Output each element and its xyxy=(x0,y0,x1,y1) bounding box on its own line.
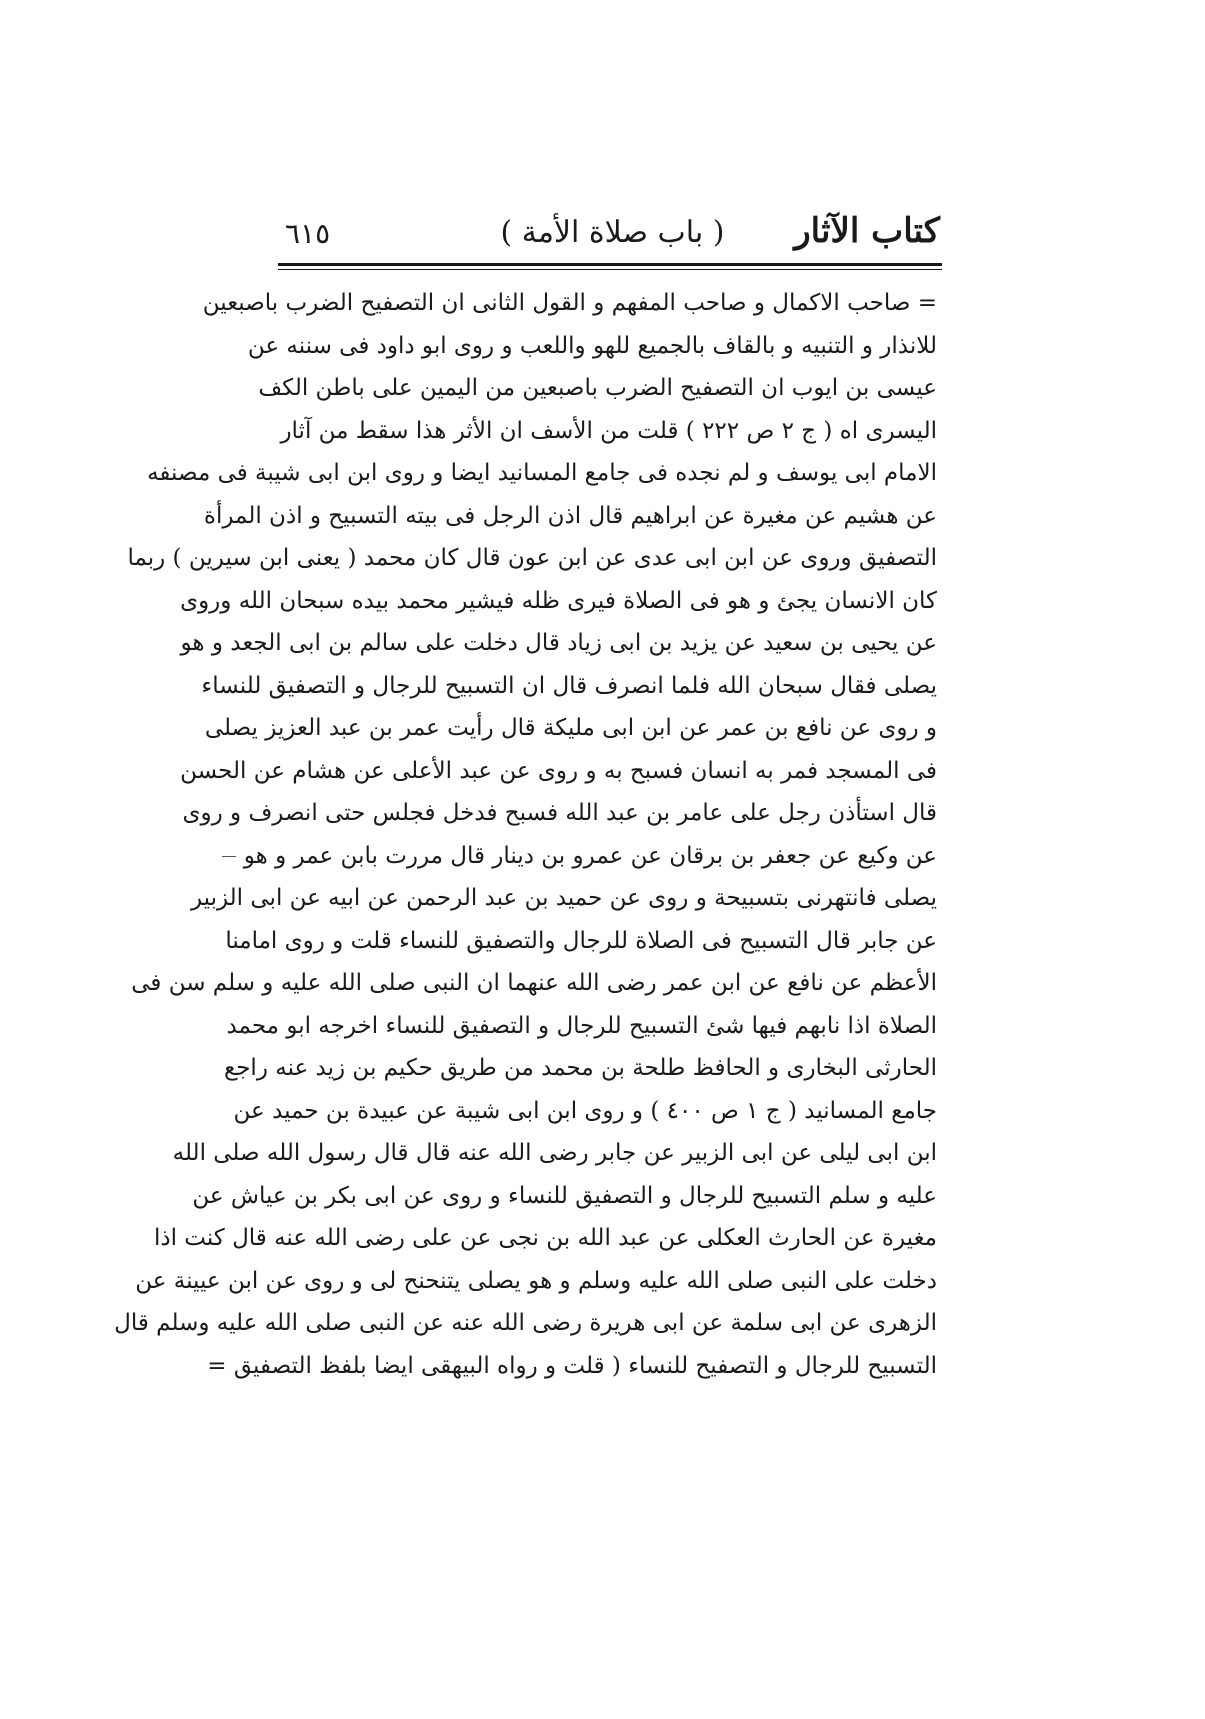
text-line: = صاحب الاكمال و صاحب المفهم و القول الثانى ان التصفيح الضرب باصبعين xyxy=(202,290,937,316)
text-line: ابن ابى ليلى عن ابى الزبير عن جابر رضى الله عنه قال قال رسول الله صلى الله xyxy=(172,1140,937,1166)
text-line: مغيرة عن الحارث العكلى عن عبد الله بن نجى عن على رضى الله عنه قال كنت اذا xyxy=(153,1225,937,1251)
text-line: عن يحيى بن سعيد عن يزيد بن ابى زياد قال دخلت على سالم بن ابى الجعد و هو xyxy=(180,630,937,656)
text-line: عيسى بن ايوب ان التصفيح الضرب باصبعين من اليمين على باطن الكف xyxy=(258,375,937,401)
text-line: دخلت على النبى صلى الله عليه وسلم و هو يصلى يتنحنح لى و روى عن ابن عيينة عن xyxy=(135,1267,937,1294)
text-line: الصلاة اذا نابهم فيها شئ التسبيح للرجال و التصفيق للنساء اخرجه ابو محمد xyxy=(226,1012,937,1039)
text-line: قال استأذن رجل على عامر بن عبد الله فسبح فدخل فجلس حتى انصرف و روى xyxy=(182,800,937,826)
text-line: الزهرى عن ابى سلمة عن ابى هريرة رضى الله عنه عن النبى صلى الله عليه وسلم قال xyxy=(114,1310,937,1336)
page-number: ٦١٥ xyxy=(285,217,331,250)
text-line: للانذار و التنبيه و بالقاف بالجميع للهو واللعب و روى ابو داود فى سننه عن xyxy=(247,332,937,359)
text-line: يصلى فقال سبحان الله فلما انصرف قال ان التسبيح للرجال و التصفيق للنساء xyxy=(201,672,937,699)
text-line: التصفيق وروى عن ابن ابى عدى عن ابن عون قال كان محمد ( يعنى ابن سيرين ) ربما xyxy=(127,545,937,571)
text-line: و روى عن نافع بن عمر عن ابن ابى مليكة قال رأيت عمر بن عبد العزيز يصلى xyxy=(204,715,937,741)
text-line: عن هشيم عن مغيرة عن ابراهيم قال اذن الرجل فى بيته التسبيح و اذن المرأة xyxy=(203,502,937,529)
text-line: عن جابر قال التسبيح فى الصلاة للرجال والتصفيق للنساء قلت و روى امامنا xyxy=(225,927,937,954)
text-line: الحارثى البخارى و الحافظ طلحة بن محمد من طريق حكيم بن زيد عنه راجع xyxy=(223,1055,937,1081)
text-line: التسبيح للرجال و التصفيح للنساء ( قلت و رواه البيهقى ايضا بلفظ التصفيق = xyxy=(207,1352,937,1379)
text-line: عن وكيع عن جعفر بن برقان عن عمرو بن دينار قال مررت بابن عمر و هو xyxy=(243,842,937,869)
text-line: عليه و سلم التسبيح للرجال و التصفيق للنساء و روى عن ابى بكر بن عياش عن xyxy=(192,1182,937,1209)
body-text xyxy=(114,282,937,1387)
text-line: جامع المسانيد ( ج ١ ص ٤٠٠ ) و روى ابن ابى شيبة عن عبيدة بن حميد عن xyxy=(233,1097,937,1124)
text-line: الامام ابى يوسف و لم نجده فى جامع المسانيد ايضا و روى ابن ابى شيبة فى مصنفه xyxy=(147,460,937,486)
text-line: الأعظم عن نافع عن ابن عمر رضى الله عنهما ان النبى صلى الله عليه و سلم سن فى xyxy=(131,970,937,996)
text-line: يصلى فانتهرنى بتسبيحة و روى عن حميد بن عبد الرحمن عن ابيه عن ابى الزبير xyxy=(190,885,937,911)
header-rule-thin xyxy=(278,269,942,270)
text-line: اليسرى اه ( ج ٢ ص ٢٢٢ ) قلت من الأسف ان الأثر هذا سقط من آثار xyxy=(280,417,937,444)
book-title: كتاب الآثار xyxy=(794,211,940,251)
header-rule-thick xyxy=(278,263,942,266)
scan-artifact-mark xyxy=(222,856,236,857)
text-line: فى المسجد فمر به انسان فسبح به و روى عن عبد الأعلى عن هشام عن الحسن xyxy=(180,757,937,784)
chapter-title: ( باب صلاة الأمة ) xyxy=(500,215,725,250)
text-line: كان الانسان يجئ و هو فى الصلاة فيرى ظله فيشير محمد بيده سبحان الله وروى xyxy=(180,587,937,614)
page-header xyxy=(285,208,940,258)
